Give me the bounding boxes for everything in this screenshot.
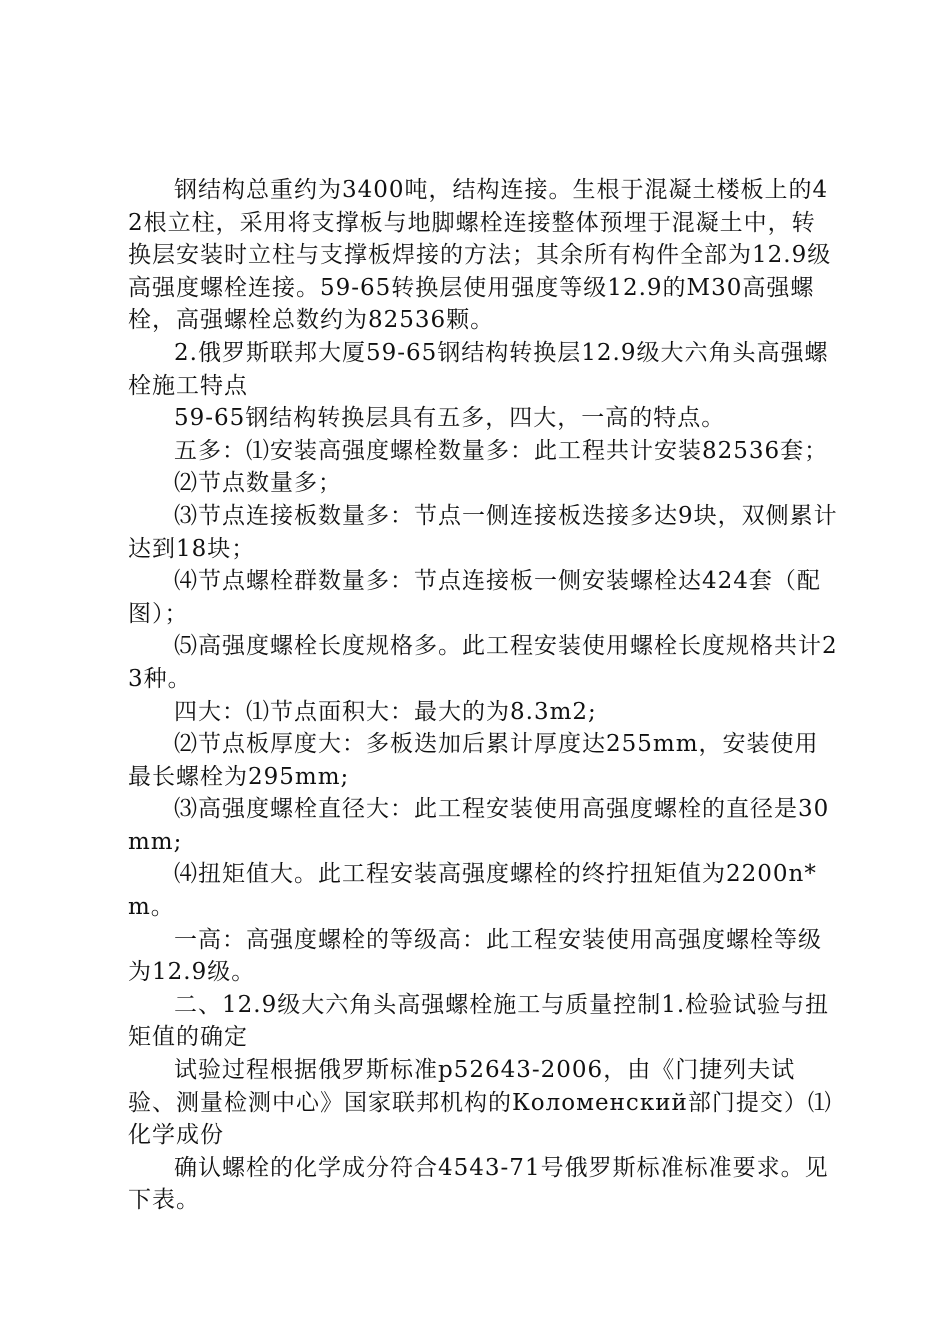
paragraph-five-many-2: ⑵节点数量多；: [174, 470, 342, 497]
paragraph-four-big-4: ⑷扭矩值大。此工程安装高强度螺栓的终拧扭矩值为2200n*m。: [128, 861, 817, 921]
paragraph-four-big-3: ⑶高强度螺栓直径大：此工程安装使用高强度螺栓的直径是30mm;: [128, 796, 830, 855]
document-body: [128, 174, 838, 1217]
paragraph-section-heading-2: 2.俄罗斯联邦大厦59-65钢结构转换层12.9级大六角头高强螺栓施工特点: [128, 339, 829, 399]
paragraph-four-big-2: ⑵节点板厚度大：多板迭加后累计厚度达255mm，安装使用最长螺栓为295mm;: [128, 731, 819, 790]
paragraph-five-many-5: ⑸高强度螺栓长度规格多。此工程安装使用螺栓长度规格共计23种。: [128, 633, 838, 692]
paragraph-five-many-3: ⑶节点连接板数量多：节点一侧连接板迭接多达9块，双侧累计达到18块；: [128, 502, 838, 562]
paragraph-steel-weight: 钢结构总重约为3400吨，结构连接。生根于混凝土楼板上的42根立柱，采用将支撑板与地脚螺栓连接整体预埋于混凝土中，转换层安装时立柱与支撑板焊接的方法；其余所有构件全部为12.9级高强度螺栓连接。59-65转换层使用强度等级12.9的M30高强螺栓，高强螺栓总数约为82536颗。: [128, 177, 832, 334]
paragraph-five-many-4: ⑷节点螺栓群数量多：节点连接板一侧安装螺栓达424套（配图）；: [128, 568, 821, 627]
paragraph-chemical-composition: 确认螺栓的化学成分符合4543-71号俄罗斯标准标准要求。见下表。: [128, 1154, 829, 1214]
paragraph-section-two-heading: 二、12.9级大六角头高强螺栓施工与质量控制1.检验试验与扭矩值的确定: [128, 991, 830, 1051]
paragraph-four-big-1: 四大：⑴节点面积大：最大的为8.3m2;: [174, 698, 597, 725]
paragraph-one-high: 一高：高强度螺栓的等级高：此工程安装使用高强度螺栓等级为12.9级。: [128, 926, 822, 986]
paragraph-features-summary: 59-65钢结构转换层具有五多，四大，一高的特点。: [174, 405, 726, 432]
paragraph-test-process: 试验过程根据俄罗斯标准p52643-2006，由《门捷列夫试验、测量检测中心》国家联邦机构的Коломенский部门提交）⑴化学成份: [128, 1057, 832, 1149]
paragraph-five-many-1: 五多：⑴安装高强度螺栓数量多：此工程共计安装82536套；: [174, 437, 829, 464]
